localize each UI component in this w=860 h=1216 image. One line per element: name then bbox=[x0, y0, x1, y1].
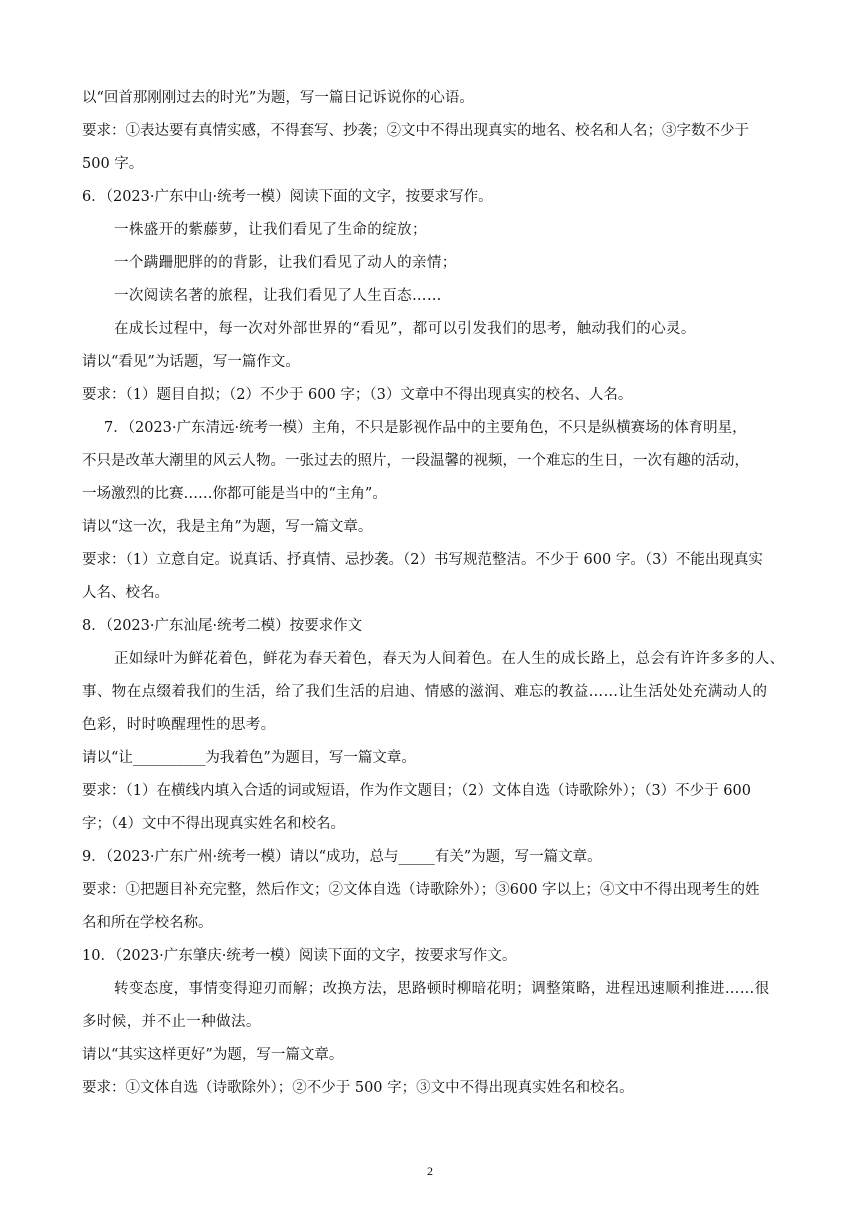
text-line: 不只是改革大潮里的风云人物。一张过去的照片，一段温馨的视频，一个难忘的生日，一次有趣的活动， bbox=[82, 453, 749, 469]
question-heading: 7．（2023·广东清远·统考一模）主角，不只是影视作品中的主要角色，不只是纵横赛场的体育明星， bbox=[104, 420, 747, 436]
text-line: 以“回首那刚刚过去的时光”为题，写一篇日记诉说你的心语。 bbox=[82, 90, 474, 106]
prompt-line: 转变态度，事情变得迎刃而解；改换方法，思路顿时柳暗花明；调整策略，进程迅速顺利推进……很 bbox=[114, 981, 770, 997]
text-line: 请以“这一次，我是主角”为题，写一篇文章。 bbox=[82, 519, 373, 535]
prompt-line: 一次阅读名著的旅程，让我们看见了人生百态…… bbox=[114, 288, 442, 304]
text-line: 字；（4）文中不得出现真实姓名和校名。 bbox=[82, 816, 345, 832]
requirement-line: 要求：（1）在横线内填入合适的词或短语，作为作文题目；（2）文体自选（诗歌除外）；（3）不少于 600 bbox=[82, 783, 751, 799]
text-line: 要求：①表达要有真情实感，不得套写、抄袭；②文中不得出现真实的地名、校名和人名；③字数不少于 bbox=[82, 123, 749, 139]
text-line: 请以“看见”为话题，写一篇作文。 bbox=[82, 354, 300, 370]
prompt-line: 在成长过程中，每一次对外部世界的“看见”，都可以引发我们的思考，触动我们的心灵。 bbox=[114, 321, 696, 337]
question-heading: 8．（2023·广东汕尾·统考二模）按要求作文 bbox=[82, 618, 363, 634]
prompt-line: 多时候，并不止一种做法。 bbox=[82, 1014, 261, 1030]
prompt-line: 一个蹒跚肥胖的的背影，让我们看见了动人的亲情； bbox=[114, 255, 457, 271]
requirement-line: 要求：①把题目补充完整，然后作文；②文体自选（诗歌除外）；③600 字以上；④文中不得出现考生的姓 bbox=[82, 882, 760, 898]
question-heading: 6．（2023·广东中山·统考一模）阅读下面的文字，按要求写作。 bbox=[82, 189, 493, 205]
text-line: 一场激烈的比赛……你都可能是当中的“主角”。 bbox=[82, 486, 387, 502]
requirement-line: 要求：（1）立意自定。说真话、抒真情、忌抄袭。（2）书写规范整洁。不少于 600 字。（3）不能出现真实 bbox=[82, 552, 763, 568]
question-heading: 9．（2023·广东广州·统考一模）请以“成功，总与_____有关”为题，写一篇文章。 bbox=[82, 849, 602, 865]
text-line: 500 字。 bbox=[82, 156, 144, 172]
text-line: 名和所在学校名称。 bbox=[82, 915, 213, 931]
prompt-line: 事、物在点缀着我们的生活，给了我们生活的启迪、情感的滋润、难忘的教益……让生活处处充满动人的 bbox=[82, 684, 768, 700]
question-heading: 10．（2023·广东肇庆·统考一模）阅读下面的文字，按要求写作文。 bbox=[82, 948, 517, 964]
prompt-line: 色彩，时时唤醒理性的思考。 bbox=[82, 717, 276, 733]
requirement-line: 要求：（1）题目自拟；（2）不少于 600 字；（3）文章中不得出现真实的校名、人名。 bbox=[82, 387, 633, 403]
prompt-line: 一株盛开的紫藤萝，让我们看见了生命的绽放； bbox=[114, 222, 427, 238]
text-line: 请以“其实这样更好”为题，写一篇文章。 bbox=[82, 1047, 344, 1063]
page-number: 2 bbox=[427, 1164, 433, 1178]
text-line: 人名、校名。 bbox=[82, 585, 169, 601]
text-line: 请以“让__________为我着色”为题目，写一篇文章。 bbox=[82, 750, 416, 766]
requirement-line: 要求：①文体自选（诗歌除外）；②不少于 500 字；③文中不得出现真实姓名和校名。 bbox=[82, 1080, 634, 1096]
prompt-line: 正如绿叶为鲜花着色，鲜花为春天着色，春天为人间着色。在人生的成长路上，总会有许许多多的人、 bbox=[114, 651, 785, 667]
